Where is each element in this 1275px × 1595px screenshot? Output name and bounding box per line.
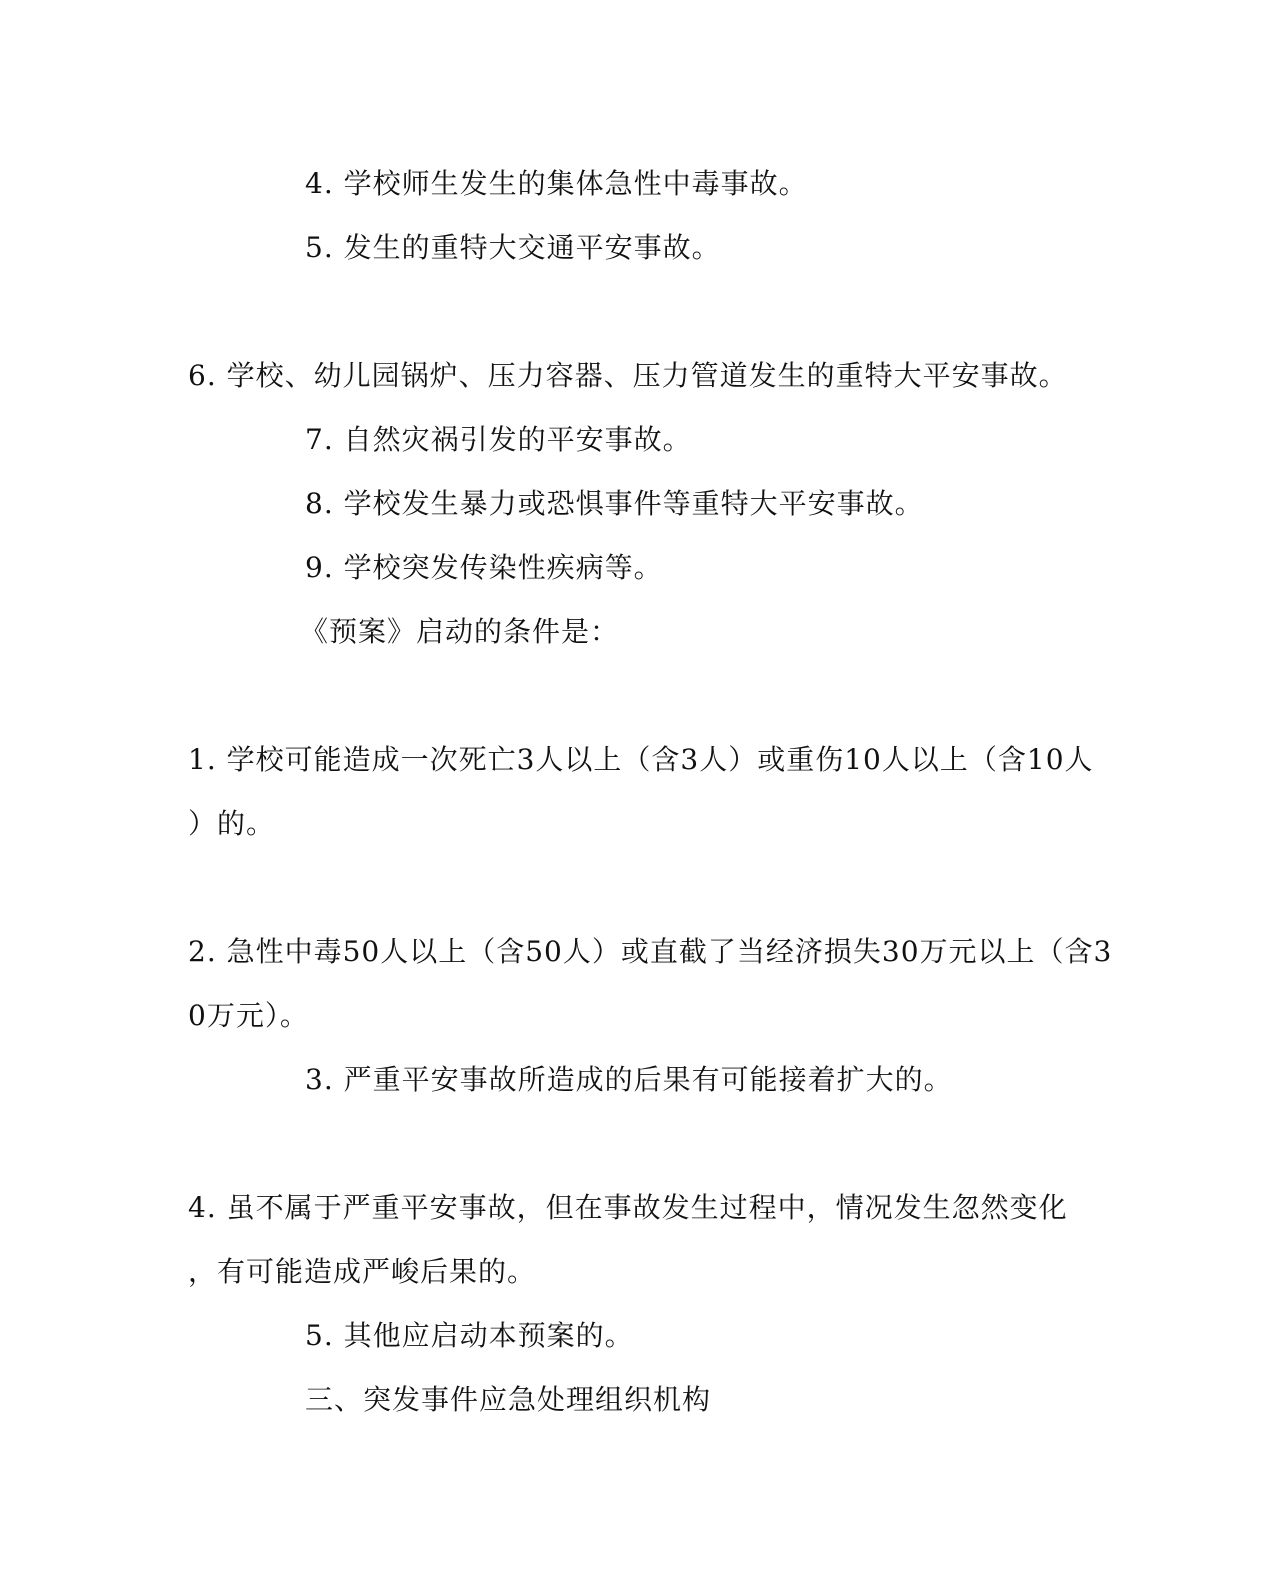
list-item-9-infectious-disease: 9. 学校突发传染性疾病等。 xyxy=(305,551,663,584)
list-item-6-boiler-pressure-accident: 6. 学校、幼儿园锅炉、压力容器、压力管道发生的重特大平安事故。 xyxy=(188,359,1068,392)
condition-4-sudden-change-line1: 4. 虽不属于严重平安事故，但在事故发生过程中，情况发生忽然变化 xyxy=(188,1191,1068,1224)
plan-activation-conditions-heading: 《预案》启动的条件是： xyxy=(300,615,620,648)
condition-2-poisoning-loss-line1: 2. 急性中毒50人以上（含50人）或直截了当经济损失30万元以上（含3 xyxy=(188,935,1113,968)
condition-4-sudden-change-line2: ，有可能造成严峻后果的。 xyxy=(188,1255,537,1288)
list-item-7-natural-disaster: 7. 自然灾祸引发的平安事故。 xyxy=(305,423,692,456)
list-item-8-violence-terror: 8. 学校发生暴力或恐惧事件等重特大平安事故。 xyxy=(305,487,924,520)
condition-5-other: 5. 其他应启动本预案的。 xyxy=(305,1319,634,1352)
condition-3-escalation: 3. 严重平安事故所造成的后果有可能接着扩大的。 xyxy=(305,1063,953,1096)
section-3-heading: 三、突发事件应急处理组织机构 xyxy=(305,1383,712,1416)
list-item-4-collective-poisoning: 4. 学校师生发生的集体急性中毒事故。 xyxy=(305,167,808,200)
condition-1-casualties-line2: ）的。 xyxy=(188,807,276,840)
list-item-5-traffic-accident: 5. 发生的重特大交通平安事故。 xyxy=(305,231,721,264)
condition-2-poisoning-loss-line2: 0万元）。 xyxy=(188,999,309,1032)
condition-1-casualties-line1: 1. 学校可能造成一次死亡3人以上（含3人）或重伤10人以上（含10人 xyxy=(188,743,1094,776)
